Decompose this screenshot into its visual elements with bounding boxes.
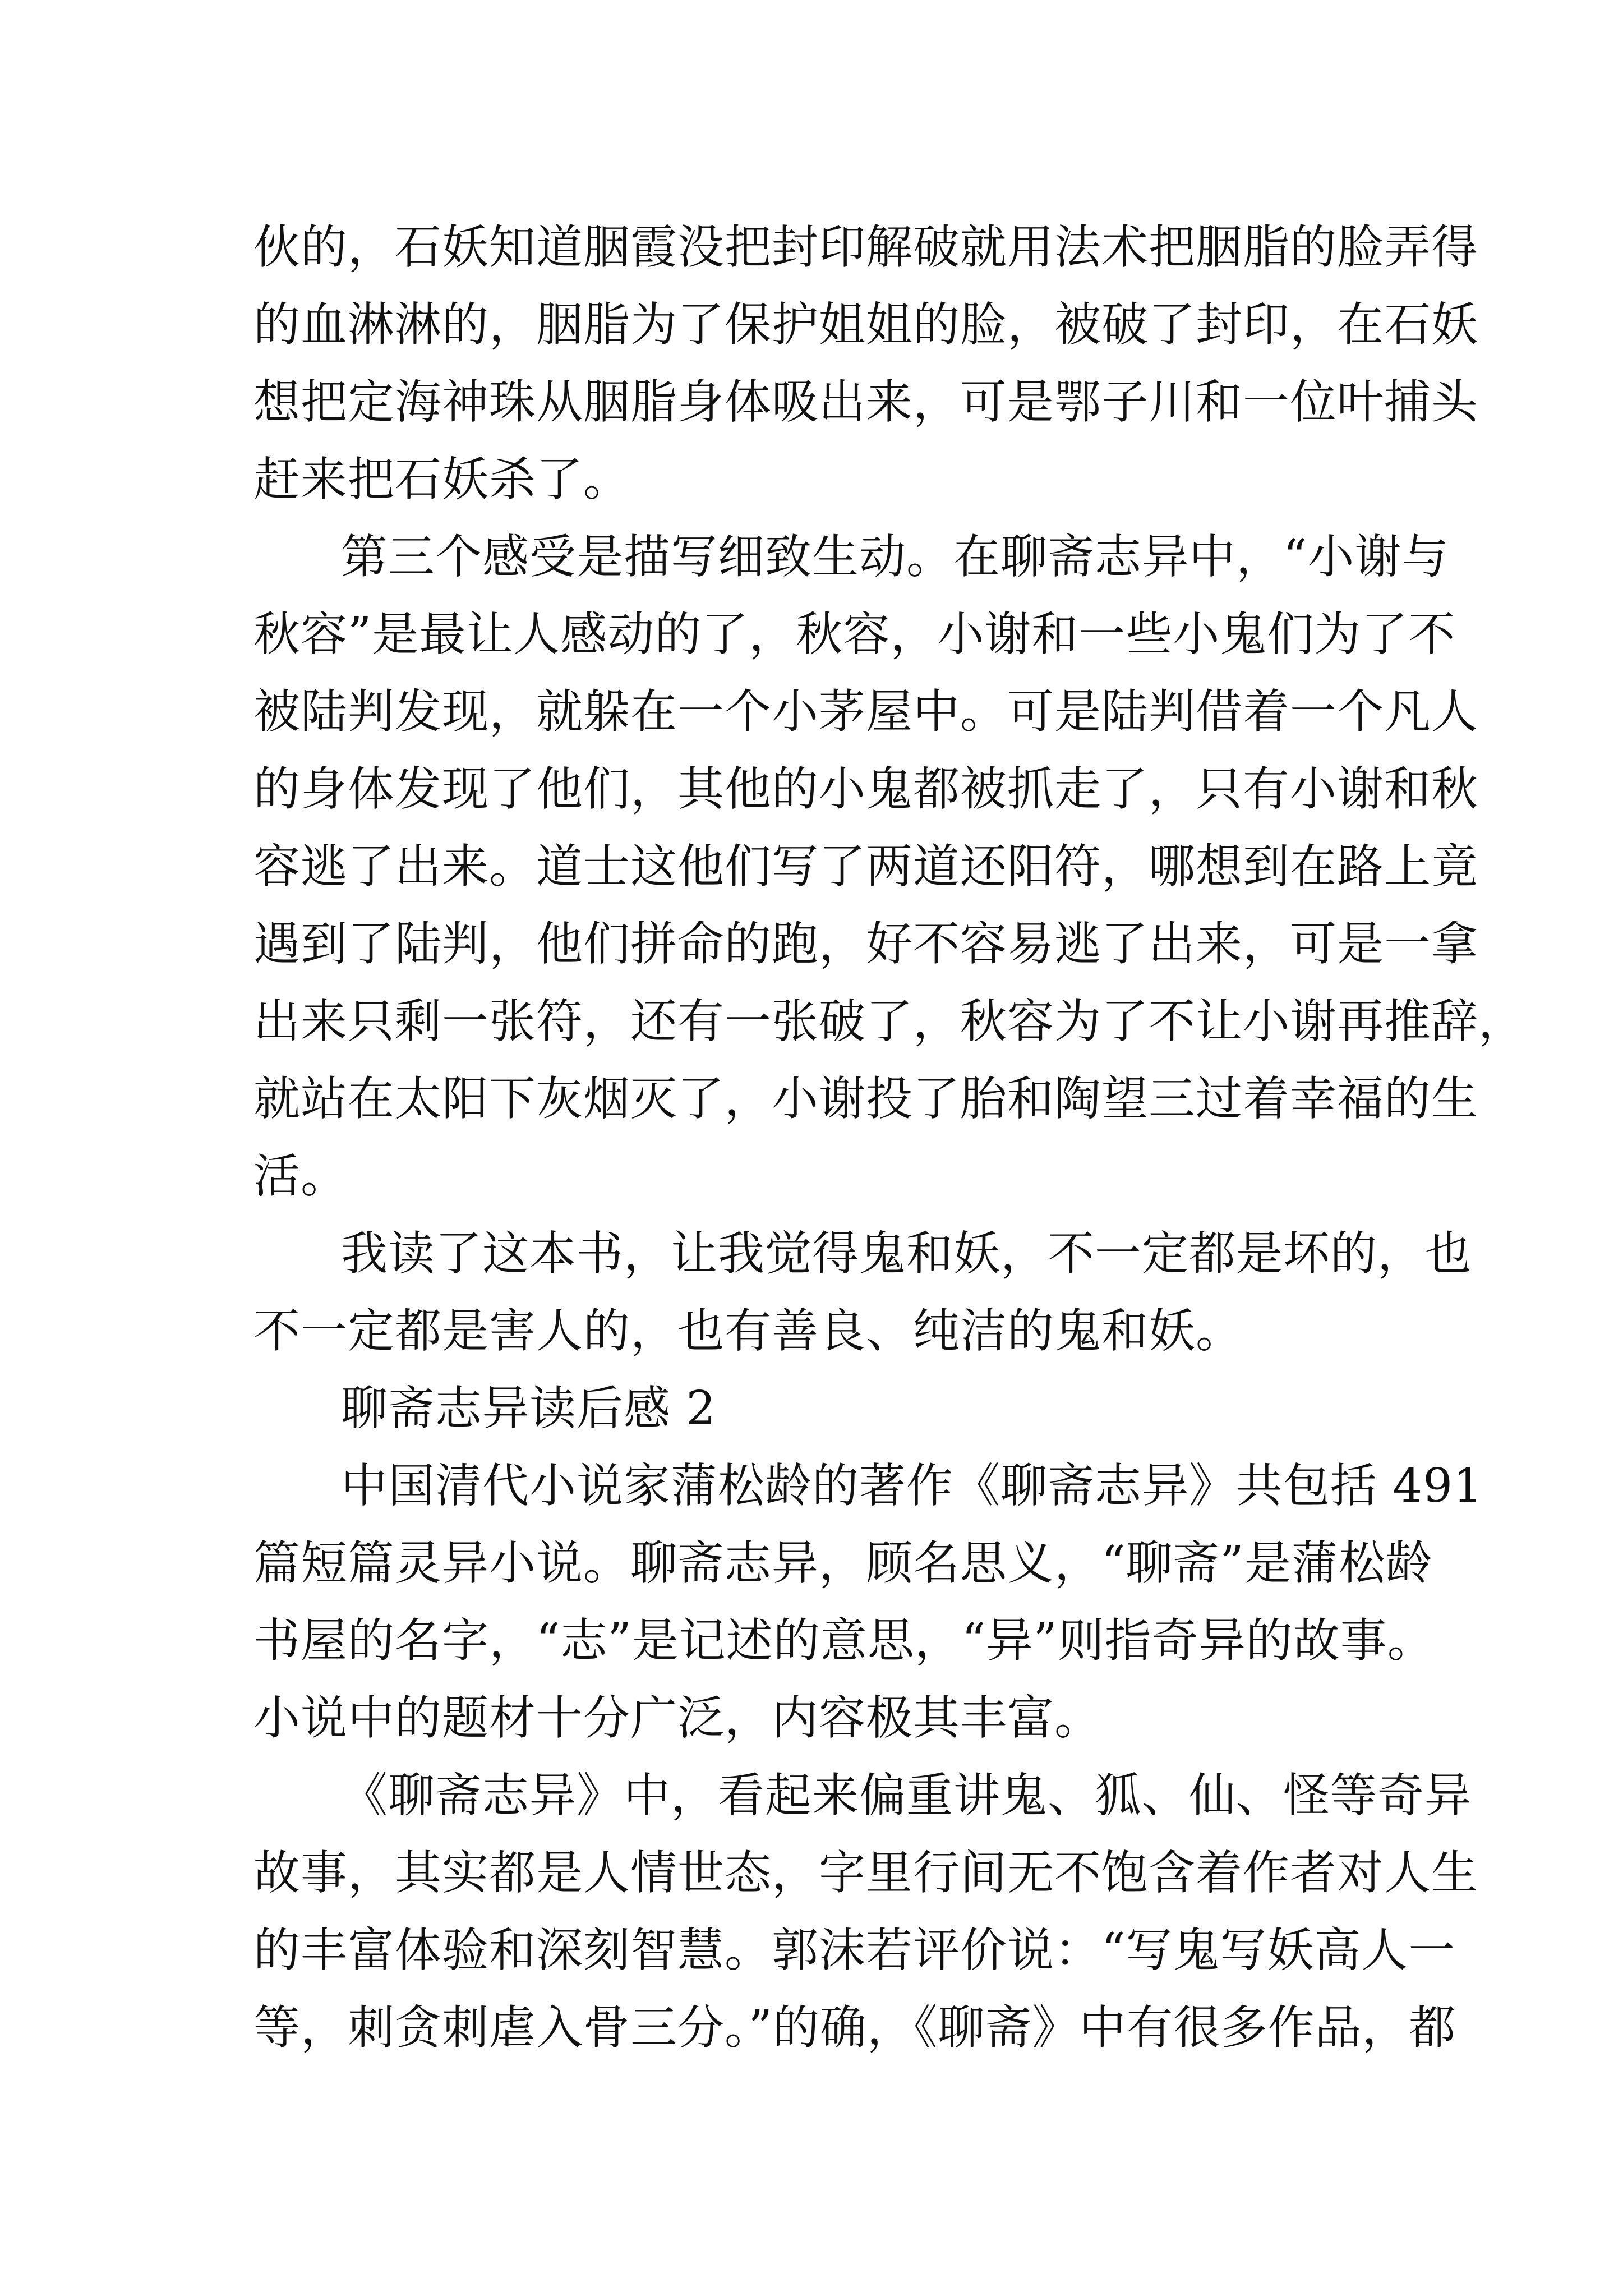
text-line: 小说中的题材十分广泛，内容极其丰富。 xyxy=(253,1691,1101,1745)
text-line: 的血淋淋的，胭脂为了保护姐姐的脸，被破了封印，在石妖 xyxy=(253,297,1478,352)
text-line: 遇到了陆判，他们拼命的跑，好不容易逃了出来，可是一拿 xyxy=(253,917,1478,971)
text-line: 活。 xyxy=(253,1149,348,1203)
text-line: 故事，其实都是人情世态，字里行间无不饱含着作者对人生 xyxy=(253,1846,1478,1900)
paragraph-start-line: 中国清代小说家蒲松龄的著作《聊斋志异》共包括 491 xyxy=(341,1458,1483,1513)
text-line: 篇短篇灵异小说。聊斋志异，顾名思义，“聊斋”是蒲松龄 xyxy=(253,1536,1433,1590)
paragraph-start-line: 《聊斋志异》中，看起来偏重讲鬼、狐、仙、怪等奇异 xyxy=(341,1768,1472,1823)
text-line: 伙的，石妖知道胭霞没把封印解破就用法术把胭脂的脸弄得 xyxy=(253,220,1478,274)
text-line: 赶来把石妖杀了。 xyxy=(253,452,630,507)
text-line: 书屋的名字，“志”是记述的意思，“异”则指奇异的故事。 xyxy=(253,1613,1435,1668)
text-line: 就站在太阳下灰烟灭了，小谢投了胎和陶望三过着幸福的生 xyxy=(253,1071,1478,1126)
text-line: 等，刺贪刺虐入骨三分。”的确，《聊斋》中有很多作品，都 xyxy=(253,2000,1456,2055)
text-line: 想把定海神珠从胭脂身体吸出来，可是鄂子川和一位叶捕头 xyxy=(253,375,1478,429)
text-line: 出来只剩一张符，还有一张破了，秋容为了不让小谢再推辞， xyxy=(253,994,1525,1048)
text-line: 的丰富体验和深刻智慧。郭沫若评价说：“写鬼写妖高人一 xyxy=(253,1923,1456,1977)
paragraph-start-line: 第三个感受是描写细致生动。在聊斋志异中，“小谢与 xyxy=(341,530,1449,584)
body-text xyxy=(253,209,1525,2067)
paragraph-start-line: 我读了这本书，让我觉得鬼和妖，不一定都是坏的，也 xyxy=(341,1226,1472,1281)
text-line: 的身体发现了他们，其他的小鬼都被抓走了，只有小谢和秋 xyxy=(253,762,1478,816)
text-line: 容逃了出来。道士这他们写了两道还阳符，哪想到在路上竟 xyxy=(253,839,1478,894)
text-line: 被陆判发现，就躲在一个小茅屋中。可是陆判借着一个凡人 xyxy=(253,684,1478,739)
text-line: 秋容”是最让人感动的了，秋容，小谢和一些小鬼们为了不 xyxy=(253,607,1456,661)
section-heading: 聊斋志异读后感 2 xyxy=(341,1381,717,1435)
text-line: 不一定都是害人的，也有善良、纯洁的鬼和妖。 xyxy=(253,1304,1243,1358)
